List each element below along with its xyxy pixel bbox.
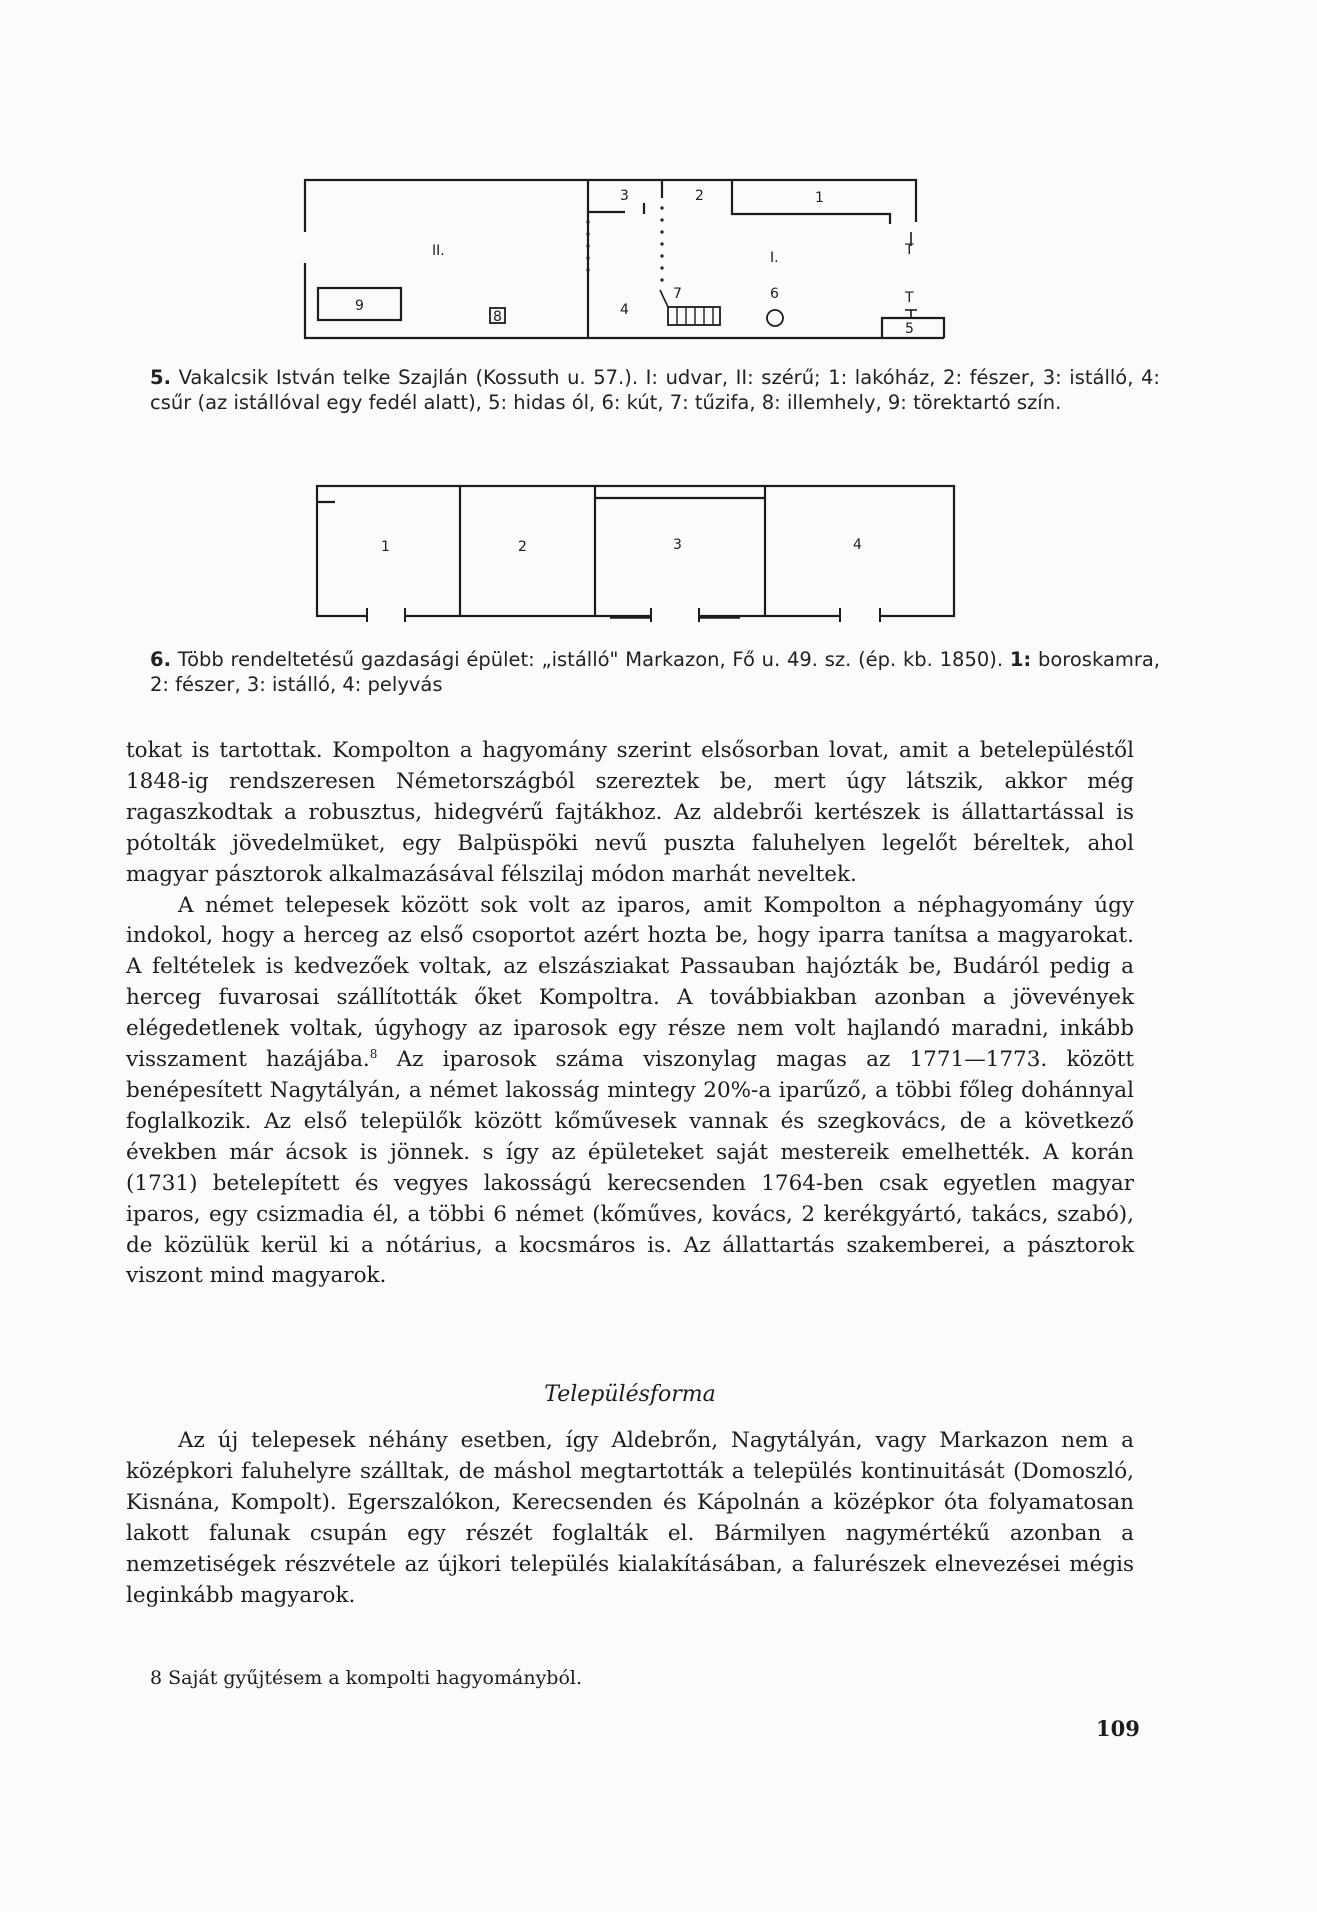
fig6-label-2: 2 bbox=[518, 539, 527, 555]
figure-6-number: 6. bbox=[150, 648, 171, 671]
footnote-ref-8[interactable]: 8 bbox=[369, 1046, 378, 1061]
fig5-label-8: 8 bbox=[493, 309, 502, 325]
paragraph-3: Az új telepesek néhány esetben, így Aldebrőn, Nagytályán, vagy Markazon nem a középkori faluhelyre szálltak, de máshol megtartották a település kontinuitását (Domoszló, Kisnána, Kompolt). Egerszalókon, Kerecsenden és Kápolnán a középkor óta folyamatosan lakott falunak csupán egy részét foglalták el. Bármilyen nagymértékű azonban a nemzetiségek részvétele az újkori település kialakításában, a falurészek elnevezései mégis leginkább magyarok. bbox=[126, 1428, 1134, 1608]
footnote: 8 Saját gyűjtésem a kompolti hagyományból. bbox=[150, 1667, 583, 1689]
paragraph-2-part-b: Az iparosok száma viszonylag magas az 1771—1773. között benépesített Nagytályán, a német lakosság mintegy 20%-a iparűző, a többi főleg dohánnyal foglalkozik. Az első települők között kőművesek vannak és szegkovács, de a következő években már ácsok is jönnek. s így az épületeket saját mestereik emelhették. A korán (1731) betelepített és vegyes lakosságú kerecsenden 1764-ben csak egyetlen magyar iparos, egy csizmadia él, a többi 6 német (kőműves, kovács, 2 kerékgyártó, takács, szabó), de közülük kerül ki a nótárius, a kocsmáros is. Az állattartás szakemberei, a pásztorok viszont mind magyarok. bbox=[126, 1047, 1134, 1289]
fig5-label-7: 7 bbox=[673, 286, 682, 302]
figure-6-plan bbox=[0, 0, 1317, 650]
page-number: 109 bbox=[1096, 1716, 1140, 1741]
fig5-label-1: 1 bbox=[815, 190, 824, 206]
section-title: Településforma bbox=[544, 1382, 716, 1407]
fig5-label-5: 5 bbox=[905, 321, 914, 337]
figure-5-number: 5. bbox=[150, 366, 171, 389]
figure-6-legend-text: boroskamra, 2: fészer, 3: istálló, 4: pelyvás bbox=[150, 648, 1161, 696]
body-text-section bbox=[126, 1426, 1134, 1611]
paragraph-1: tokat is tartottak. Kompolton a hagyomány szerint elsősorban lovat, amit a betelepüléstől 1848-ig rendszeresen Németországból szereztek be, mert úgy látszik, akkor még ragaszkodtak a robusztus, hidegvérű fajtákhoz. Az aldebrői kertészek is állattartással is pótolták jövedelmüket, egy Balpüspöki nevű puszta faluhelyen legelőt béreltek, ahol magyar pásztorok alkalmazásával félszilaj módon marhát neveltek. bbox=[126, 738, 1134, 887]
figure-5-caption-text: Vakalcsik István telke Szajlán (Kossuth u. 57.). I: udvar, II: szérű; 1: lakóház, 2: fészer, 3: istálló, 4: csűr (az istállóval egy fedél alatt), 5: hidas ól, 6: kút, 7: tűzifa, 8: illemhely, 9: törektartó szín. bbox=[150, 366, 1160, 414]
fig6-label-1: 1 bbox=[381, 539, 390, 555]
figure-6-caption bbox=[150, 648, 1160, 697]
figure-6-caption-text: Több rendeltetésű gazdasági épület: „istálló" Markazon, Fő u. 49. sz. (ép. kb. 1850). bbox=[170, 648, 1010, 671]
fig5-label-3: 3 bbox=[620, 188, 629, 204]
paragraph-2-part-a: A német telepesek között sok volt az iparos, amit Kompolton a néphagyomány úgy indokol, hogy a herceg az első csoportot azért hozta be, hogy iparra tanítsa a magyarokat. A feltételek is kedvezőek voltak, az elszásziakat Passauban hajózták be, Budáról pedig a herceg fuvarosai szállították őket Kompoltra. A továbbiakban azonban a jövevények elégedetlenek voltak, úgyhogy az iparosok egy része nem volt hajlandó maradni, inkább visszament hazájába. bbox=[126, 892, 1134, 1073]
fig5-label-9: 9 bbox=[355, 298, 364, 314]
fig5-label-I: I. bbox=[770, 250, 779, 266]
fig5-label-4: 4 bbox=[620, 302, 629, 318]
fig5-label-T-top: T bbox=[905, 242, 914, 258]
fig5-label-6: 6 bbox=[770, 286, 779, 302]
fig5-label-2: 2 bbox=[695, 188, 704, 204]
fig5-label-T-gate: T bbox=[905, 290, 914, 306]
paragraph-2 bbox=[126, 891, 1134, 1293]
fig5-label-II: II. bbox=[432, 243, 445, 259]
figure-6-legend-number: 1: bbox=[1009, 648, 1032, 671]
fig6-label-3: 3 bbox=[673, 537, 682, 553]
fig6-label-4: 4 bbox=[853, 537, 862, 553]
body-text-main bbox=[126, 736, 1134, 1292]
